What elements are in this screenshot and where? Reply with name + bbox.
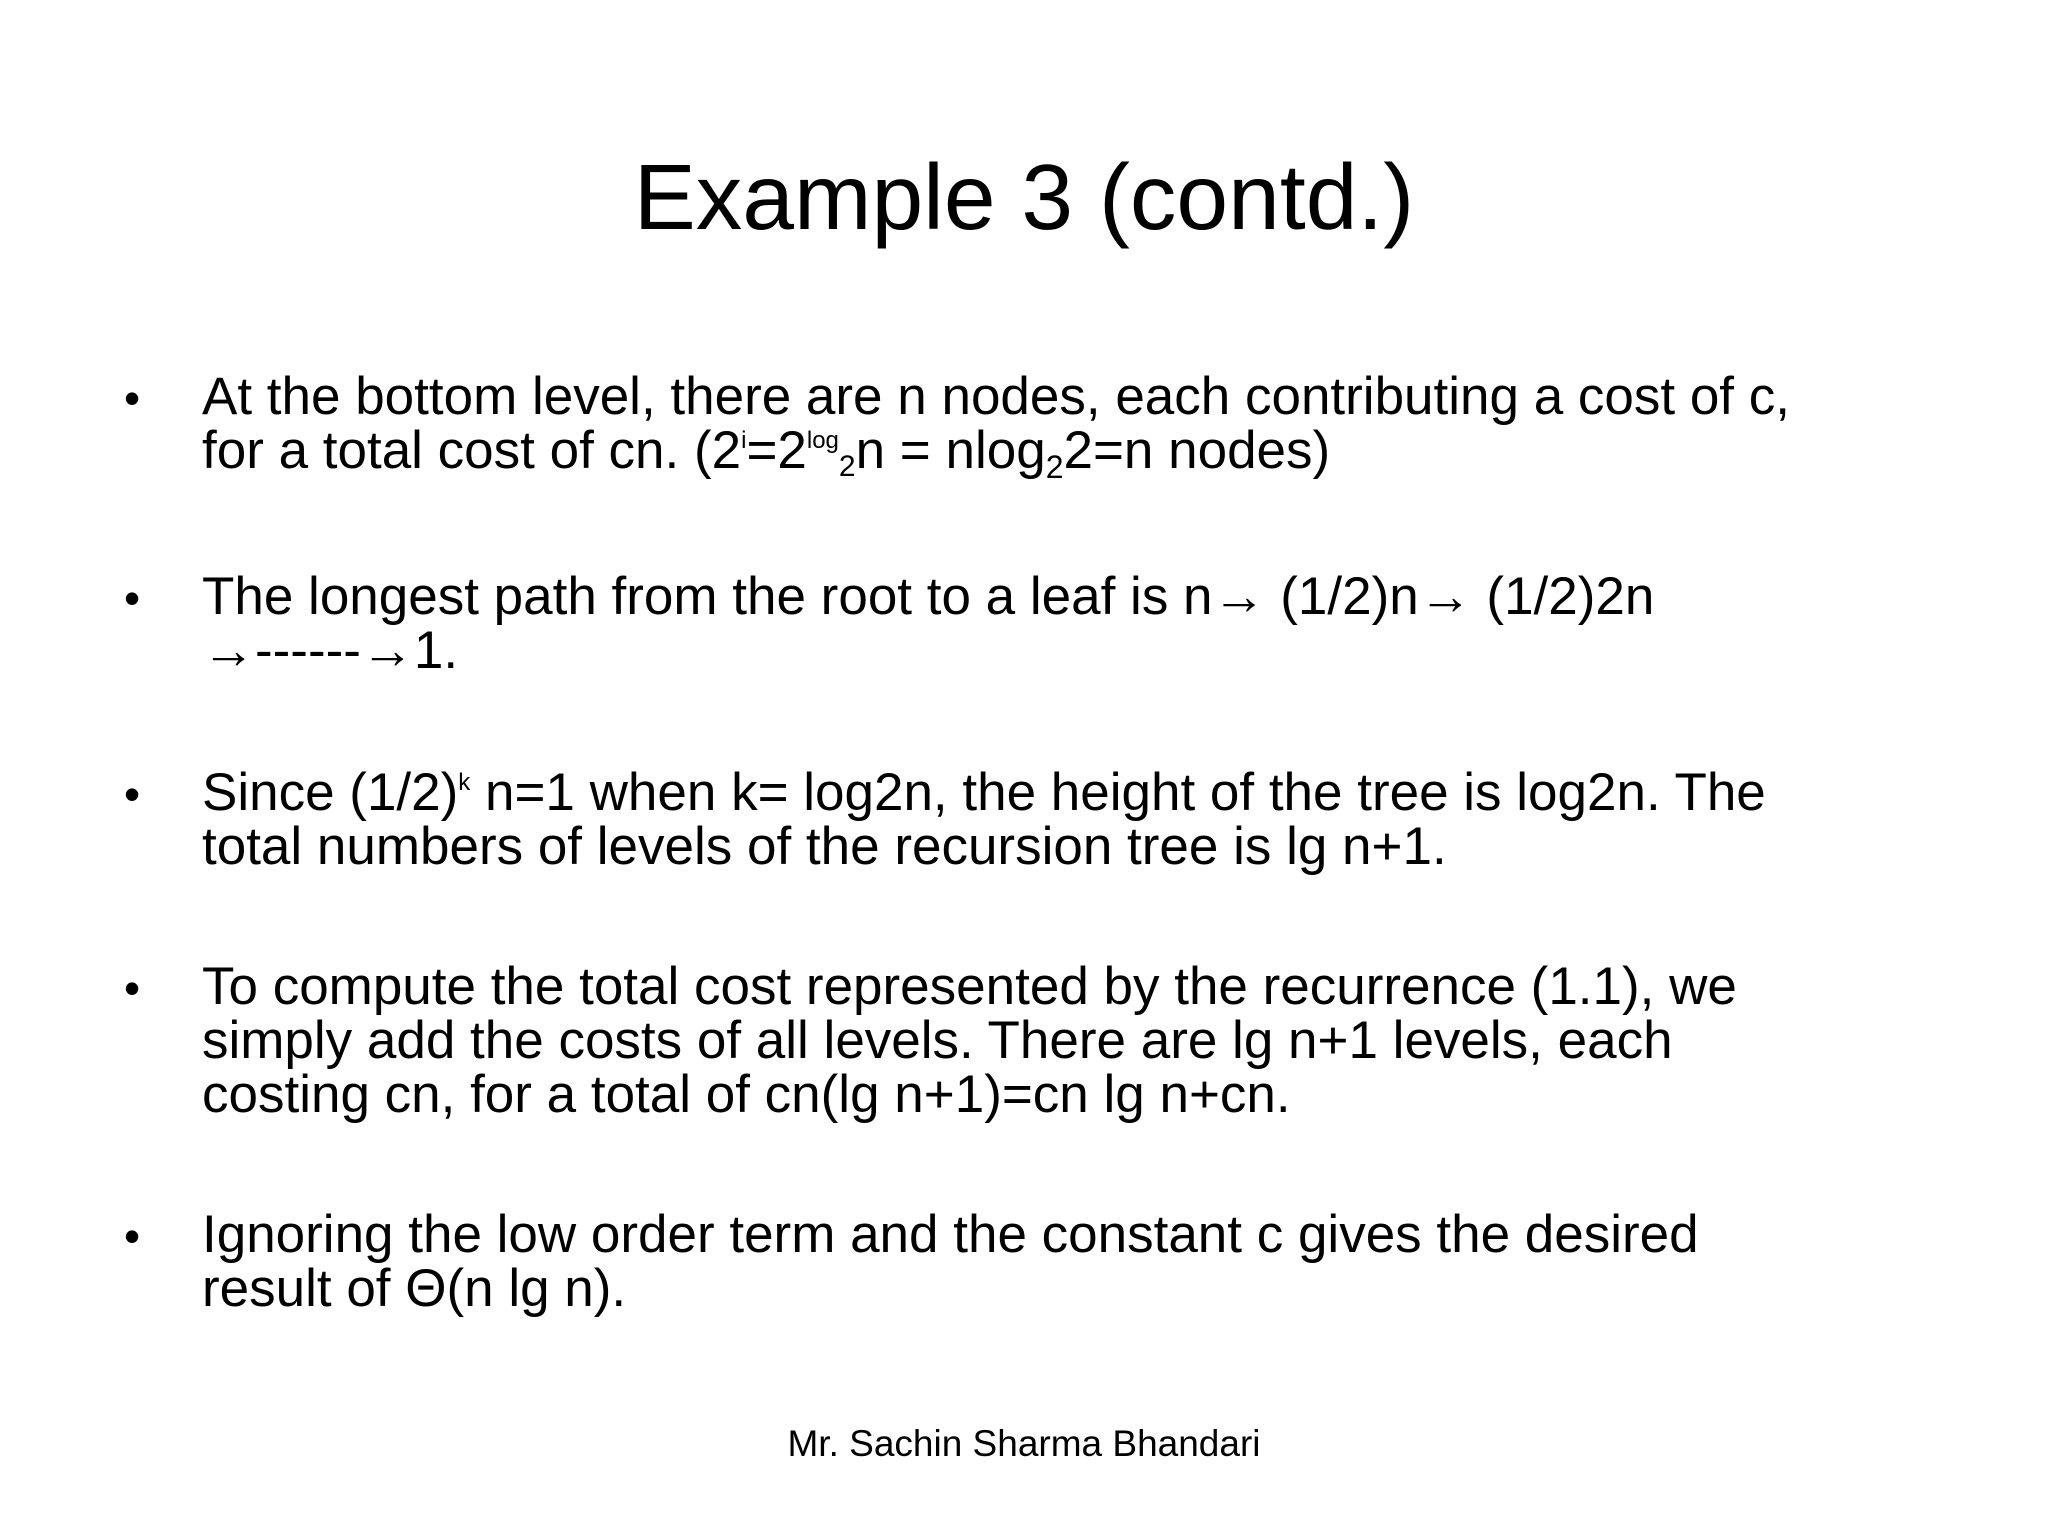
bullet-4-line-3: costing cn, for a total of cn(lg n+1)=cn lg n+cn. xyxy=(202,1065,1291,1124)
superscript-log-text: log xyxy=(806,427,839,454)
superscript-k: k xyxy=(458,769,471,796)
bullet-3-text-a: Since (1/2) xyxy=(202,763,459,822)
bullet-1-text-d: 2=n nodes) xyxy=(1063,421,1331,480)
bullet-3-line-2: total numbers of levels of the recursion tree is lg n+1. xyxy=(202,817,1447,876)
bullet-4-line-1: To compute the total cost represented by the recurrence (1.1), we xyxy=(202,957,1737,1016)
subscript-2a: 2 xyxy=(838,450,856,483)
bullet-dot: • xyxy=(124,1210,141,1262)
bullet-2-line-1: The longest path from the root to a leaf is n→ (1/2)n→ (1/2)2n xyxy=(202,567,1655,626)
subscript-2b: 2 xyxy=(1045,449,1064,485)
bullet-2-line-2: →------→1. xyxy=(202,621,459,680)
bullet-1-line-2 xyxy=(202,421,2002,485)
bullet-text-2 xyxy=(202,567,2002,680)
bullet-1-text-c: n = nlog xyxy=(855,421,1046,480)
slide-title: Example 3 (contd.) xyxy=(633,145,1415,249)
bullet-5-line-2: result of Θ(n lg n). xyxy=(202,1259,627,1318)
bullet-1-text-a: for a total cost of cn. (2 xyxy=(202,421,742,480)
bullet-5-line-1: Ignoring the low order term and the constant c gives the desired xyxy=(202,1205,1699,1264)
bullet-text-1 xyxy=(202,367,2002,485)
bullet-text-4 xyxy=(202,957,2002,1124)
slide-footer-author: Mr. Sachin Sharma Bhandari xyxy=(787,1423,1261,1464)
bullet-text-3 xyxy=(202,763,2002,876)
bullet-4-line-2: simply add the costs of all levels. There are lg n+1 levels, each xyxy=(202,1011,1673,1070)
bullet-dot: • xyxy=(124,768,141,820)
superscript-log xyxy=(806,427,856,483)
bullet-3-text-b: n=1 when k= log2n, the height of the tree is log2n. The xyxy=(470,763,1766,822)
bullet-3-line-1 xyxy=(202,763,2002,822)
bullet-1-text-b: =2 xyxy=(746,421,807,480)
superscript-i: i xyxy=(741,427,747,454)
bullet-1-line-1: At the bottom level, there are n nodes, each contributing a cost of c, xyxy=(202,367,1790,426)
bullet-dot: • xyxy=(124,372,141,424)
bullet-dot: • xyxy=(124,572,141,624)
bullet-text-5 xyxy=(202,1205,2002,1318)
bullet-dot: • xyxy=(124,962,141,1014)
